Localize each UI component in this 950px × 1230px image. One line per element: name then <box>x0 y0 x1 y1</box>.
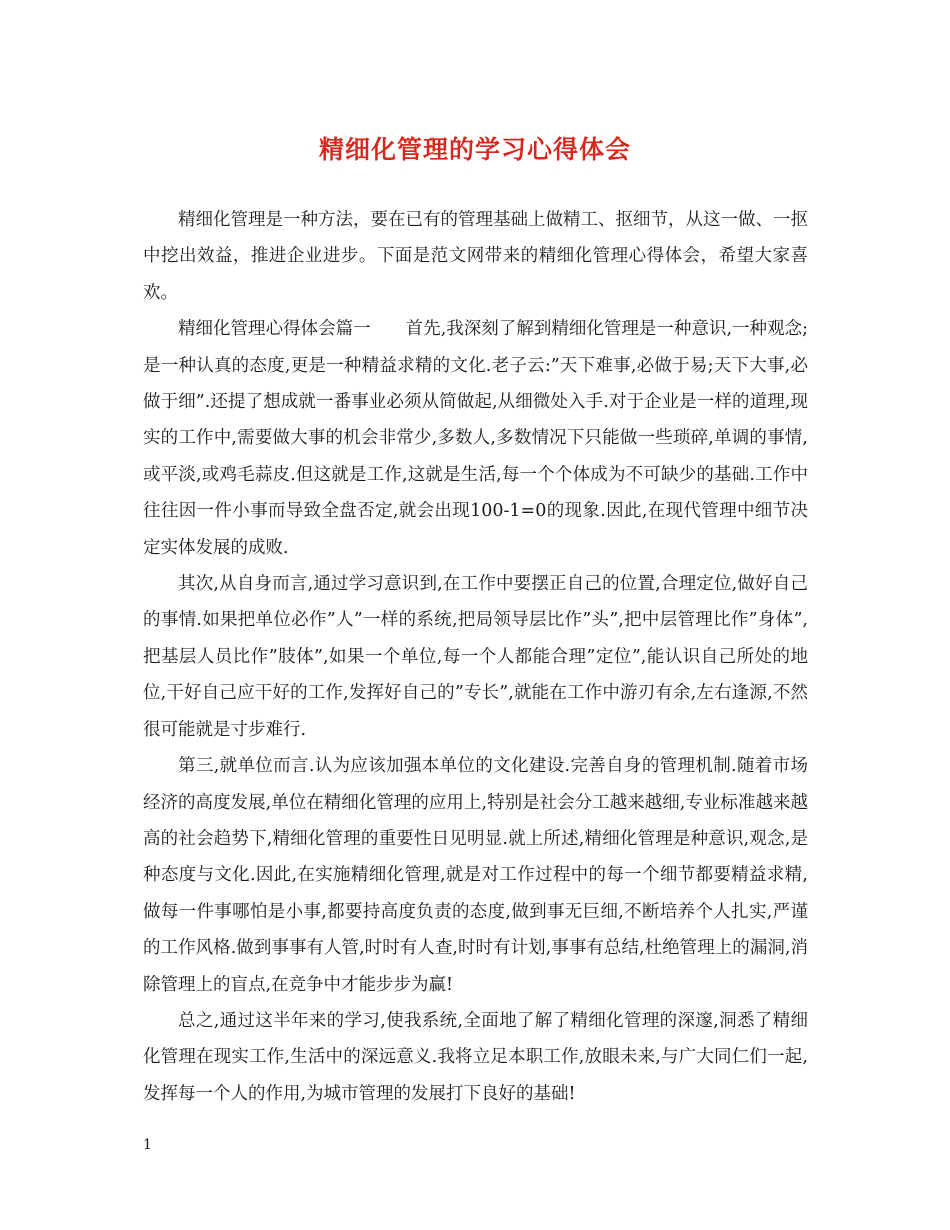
paragraph-third: 第三,就单位而言.认为应该加强本单位的文化建设.完善自身的管理机制.随着市场经济的高度发展,单位在精细化管理的应用上,特别是社会分工越来越细,专业标准越来越高的社会趋势下,精细化管理的重要性日见明显.就上所述,精细化管理是种意识,观念,是种态度与文化.因此,在实施精细化管理,就是对工作过程中的每一个细节都要精益求精,做每一件事哪怕是小事,都要持高度负责的态度,做到事无巨细,不断培养个人扎实,严谨的工作风格.做到事事有人管,时时有人查,时时有计划,事事有总结,杜绝管理上的漏洞,消除管理上的盲点,在竞争中才能步步为赢! <box>143 756 808 995</box>
paragraph-second: 其次,从自身而言,通过学习意识到,在工作中要摆正自己的位置,合理定位,做好自己的事情.如果把单位必作”人”一样的系统,把局领导层比作”头”,把中层管理比作”身体”,把基层人员比作”肢体”,如果一个单位,每一个人都能合理”定位”,能认识自己所处的地位,干好自己应干好的工作,发挥好自己的”专长”,就能在工作中游刃有余,左右逢源,不然很可能就是寸步难行. <box>143 574 808 740</box>
paragraph-intro: 精细化管理是一种方法，要在已有的管理基础上做精工、抠细节，从这一做、一抠中挖出效益，推进企业进步。下面是范文网带来的精细化管理心得体会，希望大家喜欢。 <box>143 210 808 303</box>
page-number: 1 <box>143 1137 152 1153</box>
paragraph-first: 精细化管理心得体会篇一 首先,我深刻了解到精细化管理是一种意识,一种观念; 是一种认真的态度,更是一种精益求精的文化.老子云:”天下难事,必做于易;天下大事,必做于细”.还提了想成就一番事业必须从简做起,从细微处入手.对于企业是一样的道理,现实的工作中,需要做大事的机会非常少,多数人,多数情况下只能做一些琐碎,单调的事情,或平淡,或鸡毛蒜皮.但这就是工作,这就是生活,每一个个体成为不可缺少的基础.工作中往往因一件小事而导致全盘否定,就会出现100-1=0的现象.因此,在现代管理中细节决定实体发展的成败. <box>143 319 808 558</box>
document-title: 精细化管理的学习心得体会 <box>318 135 631 164</box>
paragraph-conclusion: 总之,通过这半年来的学习,使我系统,全面地了解了精细化管理的深邃,洞悉了精细化管理在现实工作,生活中的深远意义.我将立足本职工作,放眼未来,与广大同仁们一起,发挥每一个人的作用,为城市管理的发展打下良好的基础! <box>143 1010 808 1104</box>
document-body <box>143 202 808 1112</box>
